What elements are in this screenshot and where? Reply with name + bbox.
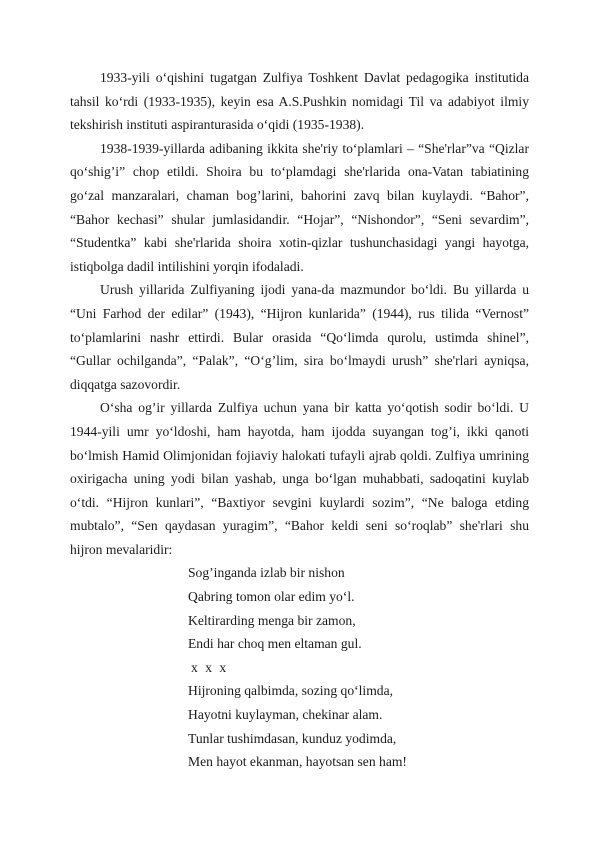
poem-excerpt <box>70 561 529 773</box>
stanza-separator: x x x <box>191 659 229 675</box>
paragraph-loss: O‘sha og’ir yillarda Zulfiya uchun yana bir katta yo‘qotish sodir bo‘ldi. U 1944-yili umr yo‘ldoshi, ham hayotda, ham ijodda suyangan tog’i, ikki qanoti bo‘lmish Hamid Olimjonidan fojiaviy halokati tufayli ajrab qoldi. Zulfiya umrining oxirigacha uning yodi bilan yashab, unga bo‘lgan muhabbati, sadoqatini kuylab o‘tdi. “Hijron kunlari”, “Baxtiyor sevgini kuylardi sozim”, “Ne baloga etding mubtalo”, “Sen qaydasan yuragim”, “Bahor keldi seni so‘roqlab” she'rlari shu hijron mevalaridir: <box>70 400 529 557</box>
poem-line: Hijroning qalbimda, sozing qo‘limda, <box>188 683 394 699</box>
poem-line: Qabring tomon olar edim yo‘l. <box>188 589 355 605</box>
poem-line: Hayotni kuylayman, chekinar alam. <box>188 707 383 723</box>
paragraph-education: 1933-yili o‘qishini tugatgan Zulfiya Toshkent Davlat pedagogika institutida tahsil ko‘rdi (1933-1935), keyin esa A.S.Pushkin nomidagi Til va adabiyot ilmiy tekshirish instituti aspiranturasida o‘qidi (1935-1938). <box>70 70 529 133</box>
poem-line: Tunlar tushimdasan, kunduz yodimda, <box>188 730 397 746</box>
poem-line: Keltirarding menga bir zamon, <box>188 612 356 628</box>
paragraph-early-collections: 1938-1939-yillarda adibaning ikkita she'riy to‘plamlari – “She'rlar”va “Qizlar qo‘shig’i” chop etildi. Shoira bu to‘plamdagi she'rlarida ona-Vatan tabiatining go‘zal manzaralari, chaman bog’larini, bahorini zavq bilan kuylaydi. “Bahor”, “Bahor kechasi” shular jumlasidandir. “Hojar”, “Nishondor”, “Seni sevardim”, “Studentka” kabi she'rlarida shoira xotin-qizlar tushunchasidagi yangi hayotga, istiqbolga dadil intilishini yorqin ifodaladi. <box>70 140 529 274</box>
paragraph-war-years: Urush yillarida Zulfiyaning ijodi yana-da mazmundor bo‘ldi. Bu yillarda u “Uni Farhod der edilar” (1943), “Hijron kunlarida” (1944), rus tilida “Vernost” to‘plamlarini nashr ettirdi. Bular orasida “Qo‘limda qurolu, ustimda shinel”, “Gullar ochilganda”, “Palak”, “O‘g’lim, sira bo‘lmaydi urush” she'rlari ayniqsa, diqqatga sazovordir. <box>70 282 529 392</box>
document-page <box>70 66 529 774</box>
poem-line: Endi har choq men eltaman gul. <box>188 636 362 652</box>
poem-line: Sog’inganda izlab bir nishon <box>188 565 345 581</box>
poem-line: Men hayot ekanman, hayotsan sen ham! <box>188 754 407 770</box>
